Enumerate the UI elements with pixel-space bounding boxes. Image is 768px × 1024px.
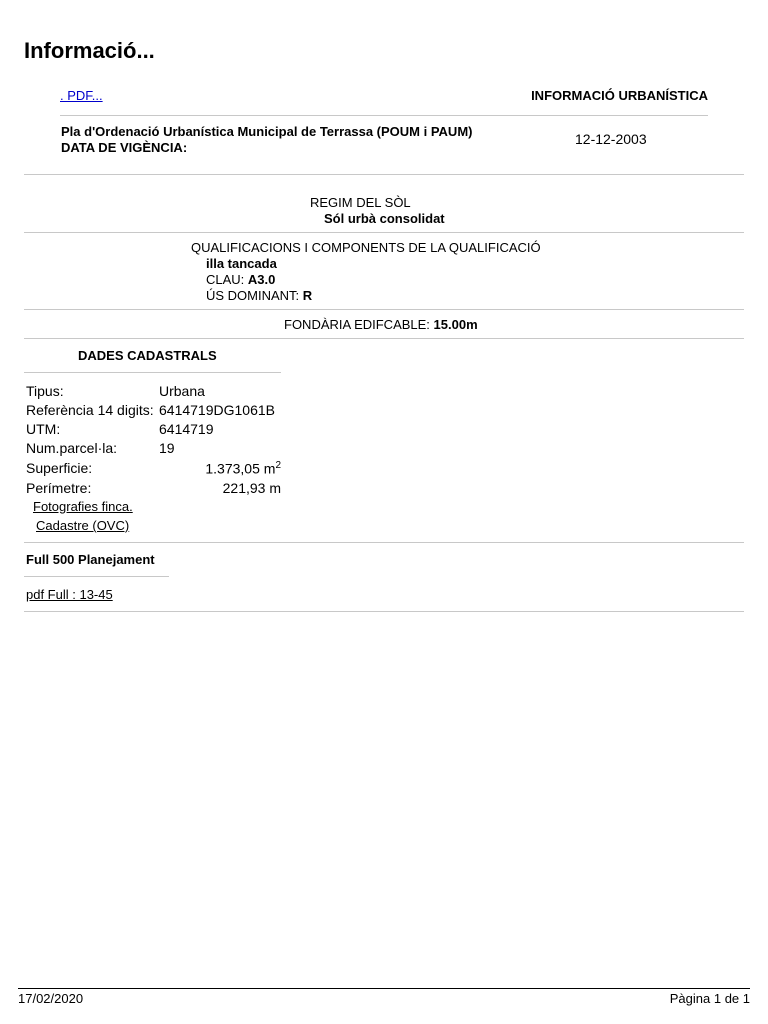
referencia-value: 6414719DG1061B (159, 402, 275, 418)
regim-label: REGIM DEL SÒL (310, 195, 411, 210)
divider (24, 232, 744, 233)
divider (24, 309, 744, 310)
us-row (206, 288, 312, 303)
clau-label: CLAU: (206, 272, 245, 287)
footer-divider (18, 988, 750, 989)
perimetre-value: 221,93 m (222, 480, 281, 496)
us-label: ÚS DOMINANT: (206, 288, 300, 303)
section-title: INFORMACIÓ URBANÍSTICA (531, 88, 708, 103)
pdf-link[interactable]: . PDF... (60, 88, 103, 103)
validity-label: DATA DE VIGÈNCIA: (61, 140, 188, 155)
divider (24, 372, 281, 373)
cadastral-heading: DADES CADASTRALS (78, 348, 217, 363)
divider (60, 115, 708, 116)
parcela-label: Num.parcel·la: (26, 440, 118, 456)
qualificacions-heading: QUALIFICACIONS I COMPONENTS DE LA QUALIFICACIÓ (191, 240, 541, 255)
cadastre-link[interactable]: Cadastre (OVC) (36, 518, 130, 533)
perimetre-label: Perímetre: (26, 480, 92, 496)
regim-value: Sól urbà consolidat (324, 211, 445, 226)
divider (24, 338, 744, 339)
superficie-value-group (205, 460, 281, 477)
plan-name: Pla d'Ordenació Urbanística Municipal de Terrassa (POUM i PAUM) (61, 124, 473, 139)
divider (24, 611, 744, 612)
full-heading: Full 500 Planejament (26, 552, 155, 567)
tipus-value: Urbana (159, 383, 205, 399)
divider (24, 542, 744, 543)
superficie-value: 1.373,05 m (205, 460, 276, 477)
fondaria-value: 15.00m (433, 317, 478, 332)
utm-label: UTM: (26, 421, 61, 437)
clau-row (206, 272, 275, 287)
divider (24, 576, 169, 577)
footer-date: 17/02/2020 (18, 991, 84, 1006)
superficie-label: Superficie: (26, 460, 93, 476)
photo-link[interactable]: Fotografies finca. (33, 499, 133, 514)
us-value: R (302, 288, 313, 303)
validity-date: 12-12-2003 (575, 131, 647, 147)
tipus-label: Tipus: (26, 383, 64, 399)
superficie-exp: 2 (275, 460, 281, 471)
utm-value: 6414719 (159, 421, 214, 437)
divider (24, 174, 744, 175)
fondaria-label: FONDÀRIA EDIFCABLE: (284, 317, 430, 332)
parcela-value: 19 (159, 440, 175, 456)
footer-page: Pàgina 1 de 1 (669, 991, 750, 1006)
referencia-label: Referència 14 digits: (26, 402, 154, 418)
fondaria-row (284, 317, 478, 332)
pdf-full-link[interactable]: pdf Full : 13-45 (26, 587, 113, 602)
page-title: Informació... (24, 38, 155, 63)
clau-value: A3.0 (247, 272, 276, 287)
qualificacio-name: illa tancada (206, 256, 277, 271)
